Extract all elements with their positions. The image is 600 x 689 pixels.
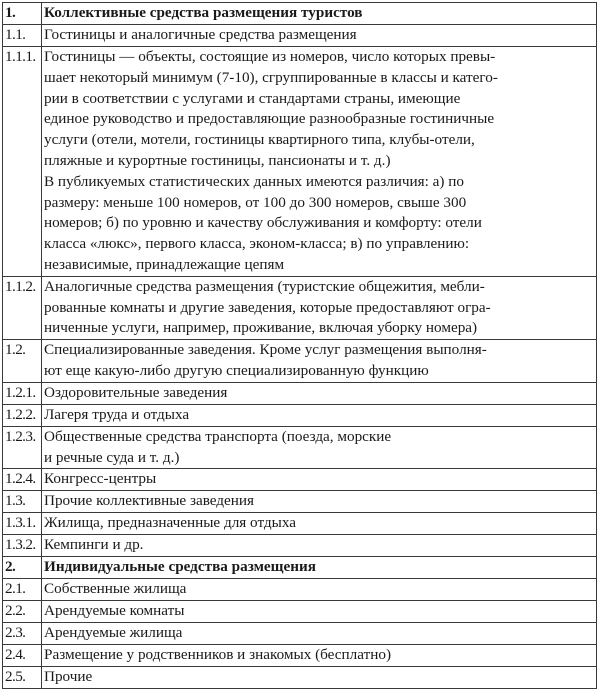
row-description: Арендуемые комнаты — [42, 601, 597, 623]
table-row — [3, 645, 597, 667]
row-number: 1. — [3, 3, 42, 25]
row-number: 1.2. — [3, 340, 42, 383]
table-row — [3, 47, 597, 277]
row-description: Лагеря труда и отдыха — [42, 404, 597, 426]
table-row — [3, 340, 597, 383]
row-description: Кемпинги и др. — [42, 535, 597, 557]
table-row — [3, 25, 597, 47]
row-description: Арендуемые жилища — [42, 623, 597, 645]
accommodation-classification-table — [2, 2, 597, 689]
row-number: 1.3.2. — [3, 535, 42, 557]
row-description: Размещение у родственников и знакомых (бесплатно) — [42, 645, 597, 667]
row-number: 1.3.1. — [3, 513, 42, 535]
row-number: 1.1.2. — [3, 276, 42, 339]
row-description: Коллективные средства размещения туристов — [42, 3, 597, 25]
row-description: Общественные средства транспорта (поезда, морские и речные суда и т. д.) — [42, 426, 597, 469]
row-number: 1.2.1. — [3, 382, 42, 404]
row-description: Конгресс-центры — [42, 469, 597, 491]
table-row — [3, 623, 597, 645]
row-number: 2.3. — [3, 623, 42, 645]
row-description: Оздоровительные заведения — [42, 382, 597, 404]
table-row — [3, 491, 597, 513]
row-description: Собственные жилища — [42, 579, 597, 601]
table-row — [3, 513, 597, 535]
row-number: 2.2. — [3, 601, 42, 623]
table-row — [3, 535, 597, 557]
row-description: Аналогичные средства размещения (туристские общежития, мебли- рованные комнаты и другие заведения, которые предоставляют огра- ниченные услуги, например, проживание, включая уборку номера) — [42, 276, 597, 339]
table-row — [3, 276, 597, 339]
row-number: 1.3. — [3, 491, 42, 513]
table-row — [3, 601, 597, 623]
table-row — [3, 382, 597, 404]
row-description: Индивидуальные средства размещения — [42, 557, 597, 579]
row-number: 1.2.3. — [3, 426, 42, 469]
row-number: 1.1. — [3, 25, 42, 47]
table-row — [3, 469, 597, 491]
row-number: 2.1. — [3, 579, 42, 601]
row-description: Гостиницы — объекты, состоящие из номеров, число которых превы- шает некоторый минимум (7-10), сгруппированные в классы и катего- рии в соответствии с услугами и стандартами страны, имеющие единое руководство и предоставляющие разнообразные гостиничные услуги (отели, мотели, гостиницы квартирного типа, клубы-отели, пляжные и курортные гостиницы, пансионаты и т. д.) В публикуемых статистических данных имеются различия: а) по размеру: меньше 100 номеров, от 100 до 300 номеров, свыше 300 номеров; б) по уровню и качеству обслуживания и комфорту: отели класса «люкс», первого класса, эконом-класса; в) по управлению: независимые, принадлежащие цепям — [42, 47, 597, 277]
row-number: 1.2.2. — [3, 404, 42, 426]
row-number: 2.5. — [3, 667, 42, 689]
row-number: 1.1.1. — [3, 47, 42, 277]
row-number: 2. — [3, 557, 42, 579]
table-body — [3, 3, 597, 689]
row-description: Прочие — [42, 667, 597, 689]
table-row — [3, 404, 597, 426]
row-number: 1.2.4. — [3, 469, 42, 491]
table-section-row — [3, 557, 597, 579]
table-row — [3, 426, 597, 469]
row-description: Жилища, предназначенные для отдыха — [42, 513, 597, 535]
document-page — [2, 2, 597, 689]
table-row — [3, 579, 597, 601]
row-description: Специализированные заведения. Кроме услуг размещения выполня- ют еще какую-либо другую специализированную функцию — [42, 340, 597, 383]
row-number: 2.4. — [3, 645, 42, 667]
row-description: Гостиницы и аналогичные средства размещения — [42, 25, 597, 47]
table-section-row — [3, 3, 597, 25]
row-description: Прочие коллективные заведения — [42, 491, 597, 513]
